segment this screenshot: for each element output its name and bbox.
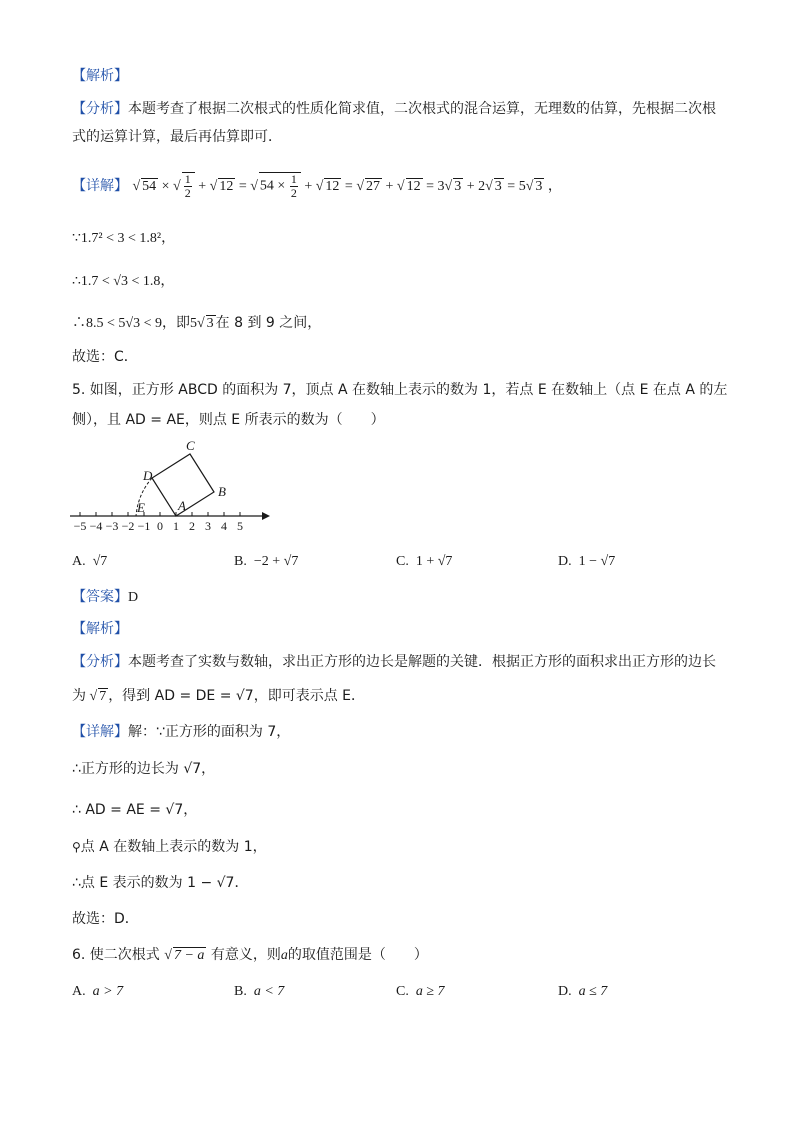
- q6-option-b: B. a < 7: [234, 984, 285, 999]
- axis-tick-label: −1: [137, 519, 151, 532]
- q5-option-c: C. 1 + √7: [396, 554, 453, 569]
- step-therefore-1: ∴1.7 < √3 < 1.8，: [72, 274, 175, 289]
- xiangjie-tag: 【详解】: [72, 178, 128, 194]
- answer-tag: 【答案】: [72, 589, 128, 605]
- q5-option-d-value: 1 − √7: [578, 554, 616, 569]
- axis-tick-label: 1: [173, 519, 179, 532]
- q6-option-d: D. a ≤ 7: [558, 984, 608, 999]
- label-d: D: [143, 468, 153, 483]
- q5-fenxi-text: 本题考查了实数与数轴，求出正方形的边长是解题的关键．根据正方形的面积求出正方形的边长: [128, 654, 716, 670]
- q6-radicand: 7 − a: [173, 948, 205, 963]
- axis-tick-label: 0: [157, 519, 163, 532]
- q5-xiangjie-tag: 【详解】: [72, 724, 128, 740]
- label-c: C: [186, 438, 195, 453]
- axis-tick-label: −5: [73, 519, 87, 532]
- label-a: A: [178, 498, 186, 513]
- since-glyph: ⚲: [72, 840, 81, 854]
- q6-option-c: C. a ≥ 7: [396, 984, 445, 999]
- axis-tick-label: −4: [89, 519, 103, 532]
- analysis-heading: 【解析】: [72, 68, 128, 84]
- q5-option-a-value: √7: [92, 554, 108, 569]
- axis-tick-label: 5: [237, 519, 243, 532]
- axis-tick-label: 3: [205, 519, 211, 532]
- q5-option-b: B. −2 + √7: [234, 554, 299, 569]
- q5-detail-3: ∴ AD = AE = √7，: [72, 802, 198, 818]
- analysis-paragraph-line-2: 式的运算计算，最后再估算即可．: [72, 129, 282, 145]
- q5-option-d: D. 1 − √7: [558, 554, 616, 569]
- q6-option-a: A. a > 7: [72, 984, 124, 999]
- axis-tick-label: 2: [189, 519, 195, 532]
- q5-fenxi-tag: 【分析】: [72, 654, 128, 670]
- q6-option-c-value: a ≥ 7: [415, 984, 445, 999]
- analysis-paragraph-line-1: [72, 99, 716, 119]
- fenxi-tag: 【分析】: [72, 101, 128, 117]
- detail-equation-line: [72, 172, 562, 204]
- q5-detail-2: ∴正方形的边长为 √7，: [72, 761, 216, 777]
- step-therefore-2-a: ∴8.5 < 5√3 < 9，即: [72, 316, 190, 331]
- label-e: E: [137, 500, 145, 515]
- q5-text-line-2: 侧），且 AD = AE，则点 E 所表示的数为（ ）: [72, 412, 385, 428]
- q5-option-b-value: −2 + √7: [253, 554, 299, 569]
- axis-arrow: [262, 512, 270, 520]
- q5-analysis-heading: 【解析】: [72, 621, 128, 637]
- q5-option-a: A. √7: [72, 554, 108, 569]
- q6-text: 6. 使二次根式 √ 7 − a 有意义，则a的取值范围是（ ）: [72, 947, 428, 963]
- q5-figure: [66, 436, 276, 532]
- fenxi-text: 本题考查了根据二次根式的性质化简求值，二次根式的混合运算，无理数的估算，先根据二次根: [128, 101, 716, 117]
- q5-option-c-value: 1 + √7: [415, 554, 453, 569]
- axis-tick-labels: [74, 519, 243, 532]
- q6-option-a-value: a > 7: [92, 984, 124, 999]
- q5-detail-5: ∴点 E 表示的数为 1 − √7．: [72, 875, 249, 891]
- q6-var: a: [280, 948, 288, 963]
- q5-detail-1: 【详解】解：∵正方形的面积为 7，: [72, 724, 291, 740]
- q5-fenxi-line-1: [72, 652, 716, 672]
- answer-value: D: [128, 590, 139, 605]
- step-therefore-2: ∴8.5 < 5√3 < 9，即5√ 3 在 8 到 9 之间，: [72, 315, 322, 331]
- q5-fenxi-line-2: 为 √ 7 ，得到 AD = DE = √7，即可表示点 E．: [72, 688, 366, 704]
- choice-c: 故选：C．: [72, 349, 138, 365]
- axis-tick-label: 4: [221, 519, 227, 532]
- q5-answer: [72, 587, 138, 608]
- step-therefore-2-b: 在 8 到 9 之间，: [215, 315, 322, 331]
- q5-text-line-1: 5. 如图，正方形 ABCD 的面积为 7，顶点 A 在数轴上表示的数为 1，若点 E 在数轴上（点 E 在点 A 的左: [72, 382, 728, 398]
- q5-fenxi-line-2-b: ，得到 AD = DE = √7，即可表示点 E．: [108, 688, 366, 704]
- equation-body: √ 54 × √ $\frac{1}{2}$ + √ 12 = √ 54 × $\frac{1}{2}$ + √ 12 = √ 27 + √ 12 = 3√ 3 + 2√ 3 = 5√ 3 ，: [132, 172, 562, 201]
- axis-tick-label: −2: [121, 519, 135, 532]
- q6-option-b-value: a < 7: [253, 984, 285, 999]
- step-since: ∵1.7² < 3 < 1.8²，: [72, 231, 176, 246]
- label-b: B: [218, 484, 226, 499]
- q5-choice: 故选：D．: [72, 911, 139, 927]
- axis-tick-label: −3: [105, 519, 119, 532]
- q5-detail-4: ⚲点 A 在数轴上表示的数为 1，: [72, 839, 267, 855]
- q6-option-d-value: a ≤ 7: [578, 984, 608, 999]
